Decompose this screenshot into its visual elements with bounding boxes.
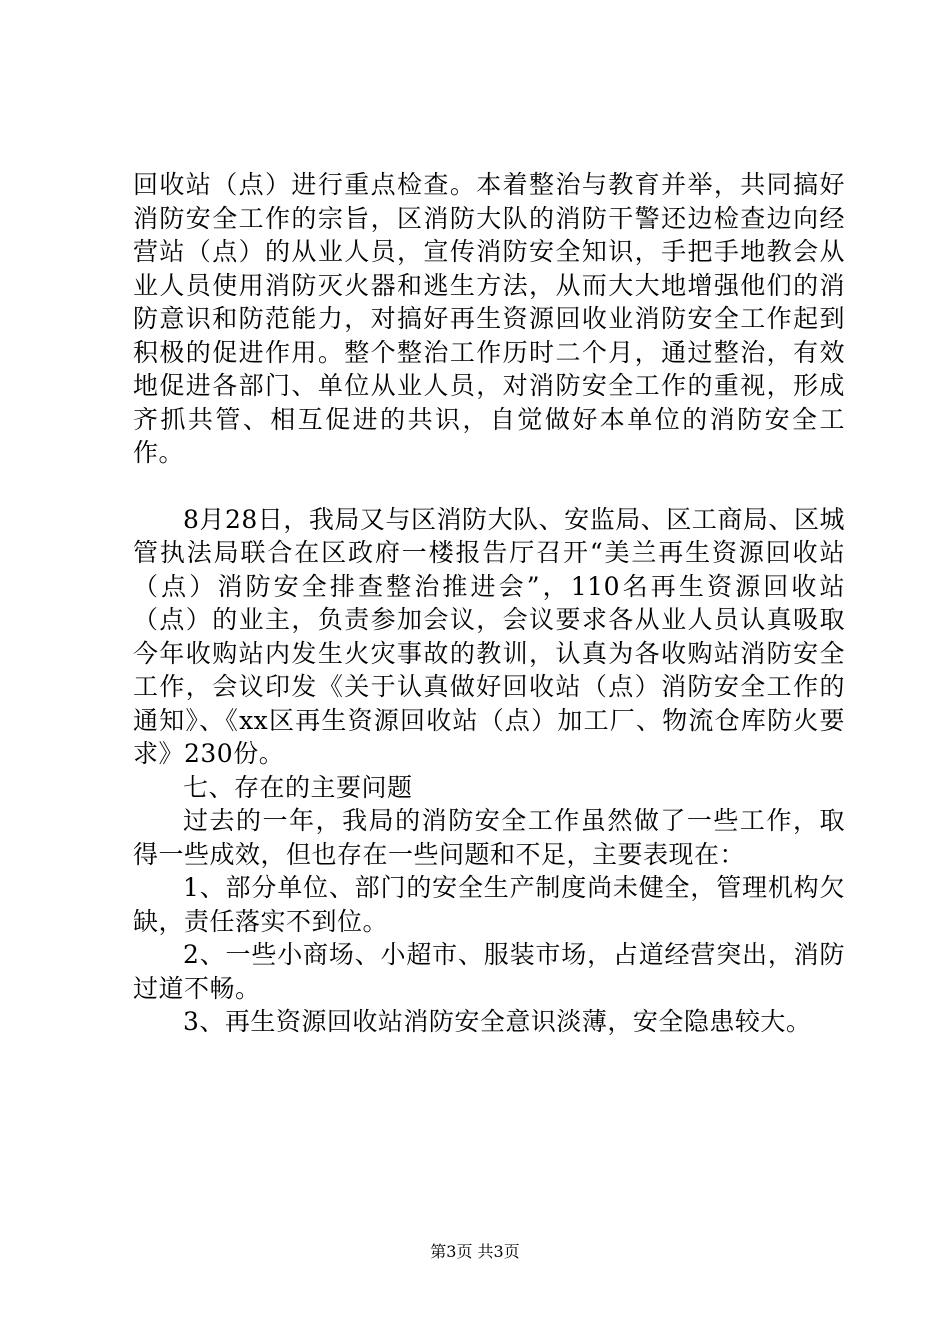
list-item-problem-3: 3、再生资源回收站消防安全意识淡薄，安全隐患较大。 <box>183 1007 812 1036</box>
page-footer: 第3页 共3页 <box>430 1242 520 1261</box>
list-item-problem-2: 2、一些小商场、小超市、服装市场，占道经营突出，消防过道不畅。 <box>133 940 845 1003</box>
paragraph-inspection-summary: 回收站（点）进行重点检查。本着整治与教育并举，共同搞好消防安全工作的宗旨，区消防大队的消防干警还边检查边向经营站（点）的从业人员，宣传消防安全知识，手把手地教会从业人员使用消防灭火器和逃生方法，从而大大地增强他们的消防意识和防范能力，对搞好再生资源回收业消防安全工作起到积极的促进作用。整个整治工作历时二个月，通过整治，有效地促进各部门、单位从业人员，对消防安全工作的重视，形成齐抓共管、相互促进的共识，自觉做好本单位的消防安全工作。 <box>133 170 845 467</box>
paragraph-problems-intro: 过去的一年，我局的消防安全工作虽然做了一些工作，取得一些成效，但也存在一些问题和不足，主要表现在： <box>133 806 845 869</box>
section-heading-problems: 七、存在的主要问题 <box>183 772 413 802</box>
document-body <box>133 168 845 1039</box>
list-item-problem-1: 1、部分单位、部门的安全生产制度尚未健全，管理机构欠缺，责任落实不到位。 <box>133 873 845 936</box>
paragraph-meeting: 8月28日，我局又与区消防大队、安监局、区工商局、区城管执法局联合在区政府一楼报告厅召开“美兰再生资源回收站（点）消防安全排查整治推进会”，110名再生资源回收站（点）的业主，负责参加会议，会议要求各从业人员认真吸取今年收购站内发生火灾事故的教训，认真为各收购站消防安全工作，会议印发《关于认真做好回收站（点）消防安全工作的通知》、《xx区再生资源回收站（点）加工厂、物流仓库防火要求》230份。 <box>133 504 845 768</box>
